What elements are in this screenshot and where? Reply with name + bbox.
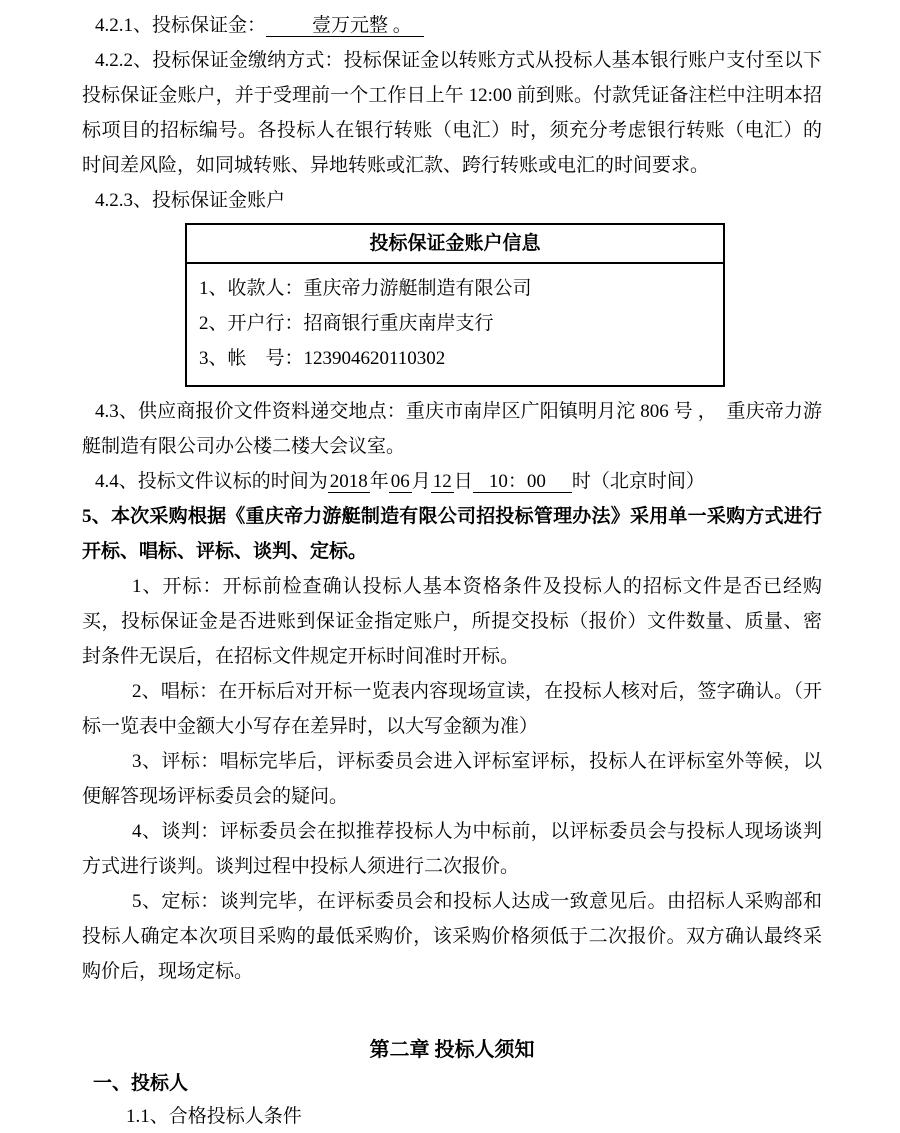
clause-4-2-3: 4.2.3、投标保证金账户	[95, 190, 286, 211]
procedure-item-reading: 2、唱标：在开标后对开标一览表内容现场宣读，在投标人核对后，签字确认。（开标一览表中金额大小写存在差异时，以大写金额为准）	[82, 681, 822, 737]
bid-bond-account-table	[185, 223, 725, 387]
clause-4-3: 4.3、供应商报价文件资料递交地点：重庆市南岸区广阳镇明月沱 806 号 ， 重庆帝力游艇制造有限公司办公楼二楼大会议室。	[82, 401, 822, 457]
account-table-title: 投标保证金账户信息	[187, 225, 723, 264]
chapter-2-title: 第二章 投标人须知	[369, 1039, 535, 1061]
section-1-1-heading: 1.1、合格投标人条件	[126, 1106, 302, 1127]
bid-time-fill-in: 10：00	[473, 471, 572, 493]
clause-5: 5、本次采购根据《重庆帝力游艇制造有限公司招投标管理办法》采用单一采购方式进行开标、唱标、评标、谈判、定标。	[82, 506, 822, 562]
bid-date-month-fill-in: 06	[390, 471, 410, 492]
bid-bond-amount-fill-in: 壹万元整 。	[266, 15, 424, 37]
year-unit: 年	[369, 471, 389, 492]
account-bank-row: 2、开户行：招商银行重庆南岸支行	[199, 313, 494, 334]
clause-4-4	[82, 464, 822, 499]
clause-4-4-prefix: 4.4、投标文件议标的时间为	[95, 471, 328, 492]
month-unit: 月	[411, 471, 431, 492]
account-table-body	[187, 264, 723, 385]
procedure-item-award: 5、定标：谈判完毕，在评标委员会和投标人达成一致意见后。由招标人采购部和投标人确定本次项目采购的最低采购价，该采购价格须低于二次报价。双方确认最终采购价后，现场定标。	[82, 891, 822, 982]
procedure-item-opening: 1、开标：开标前检查确认投标人基本资格条件及投标人的招标文件是否已经购买，投标保证金是否进账到保证金指定账户，所提交投标（报价）文件数量、质量、密封条件无误后，在招标文件规定开标时间准时开标。	[82, 576, 822, 667]
procedure-item-evaluation: 3、评标：唱标完毕后，评标委员会进入评标室评标，投标人在评标室外等候，以便解答现场评标委员会的疑问。	[82, 751, 822, 807]
section-1-heading: 一、投标人	[93, 1073, 189, 1094]
bid-date-year-fill-in: 2018	[329, 471, 368, 492]
bid-date-day-fill-in: 12	[432, 471, 452, 492]
clause-4-2-1-label: 4.2.1、投标保证金：	[95, 15, 267, 36]
day-unit: 日	[453, 471, 473, 492]
account-number-row: 3、帐 号：123904620110302	[199, 348, 446, 369]
account-payee-row: 1、收款人：重庆帝力游艇制造有限公司	[199, 278, 532, 299]
clause-4-2-1	[82, 8, 822, 43]
clause-4-4-suffix: 时（北京时间）	[571, 471, 705, 492]
clause-4-2-2: 4.2.2、投标保证金缴纳方式：投标保证金以转账方式从投标人基本银行账户支付至以下投标保证金账户，并于受理前一个工作日上午 12:00 前到账。付款凭证备注栏中注明本招标项目的招标编号。各投标人在银行转账（电汇）时，须充分考虑银行转账（电汇）的时间差风险，如同城转账、异地转账或汇款、跨行转账或电汇的时间要求。	[82, 50, 822, 176]
procedure-item-negotiation: 4、谈判：评标委员会在拟推荐投标人为中标前，以评标委员会与投标人现场谈判方式进行谈判。谈判过程中投标人须进行二次报价。	[82, 821, 822, 877]
